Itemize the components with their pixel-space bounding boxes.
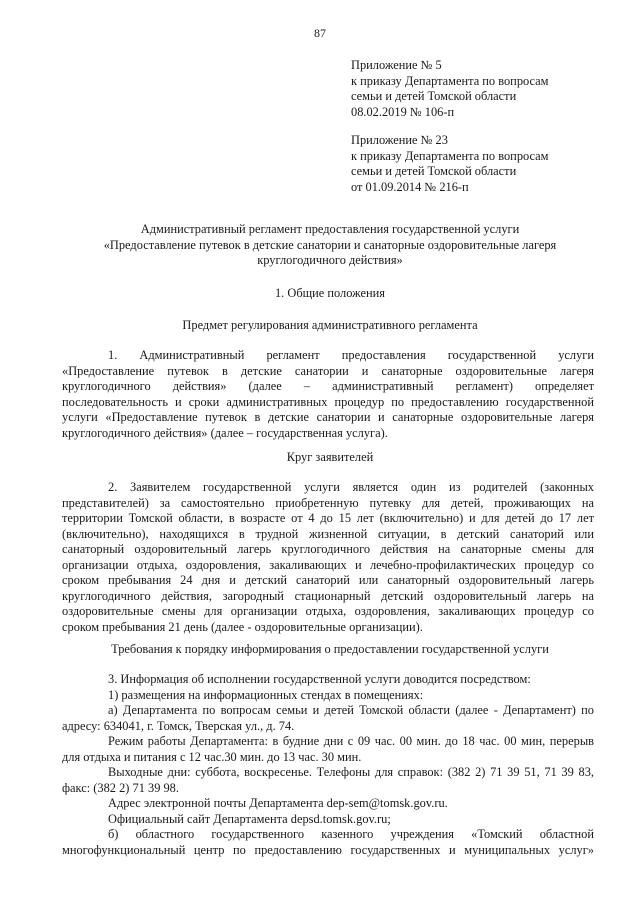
title-line: круглогодичного действия»: [257, 253, 403, 267]
title-line: Административный регламент предоставления государственной услуги: [140, 222, 520, 236]
text-line: 3. Информация об исполнении государственной услуги доводится посредством:: [108, 672, 531, 686]
paragraph-2: [62, 480, 594, 635]
subheading-informing: Требования к порядку информирования о предоставлении государственной услуги: [111, 642, 549, 656]
appendix-line: семьи и детей Томской области: [351, 89, 517, 103]
appendix-line: Приложение № 23: [351, 133, 448, 147]
text-line: б) областного государственного казенного учреждения «Томский областной: [108, 827, 594, 841]
text-line: территории Томской области, в возрасте от 4 до 15 лет (включительно) и для детей до 17 лет: [62, 511, 594, 525]
text-line: представителей) за самостоятельно приобретенную путевку для детей, проживающих на: [62, 495, 594, 510]
section-heading: 1. Общие положения: [274, 286, 385, 300]
appendix-line: 08.02.2019 № 106-п: [351, 104, 455, 119]
text-line: оздоровительные смены для организации отдыха, оздоровления, закаливающих процедур со: [62, 604, 594, 618]
text-line: 2. Заявителем государственной услуги является один из родителей (законных: [108, 480, 594, 494]
paragraph-3: [62, 672, 594, 858]
text-line: (включительно), находящихся в трудной жизненной ситуации, в детский санаторий или: [62, 526, 594, 541]
subheading-applicants: Круг заявителей: [286, 450, 374, 464]
text-line: круглогодичного действия, загородный стационарный детский оздоровительный лагерь на: [62, 588, 594, 603]
text-line: Адрес электронной почты Департамента dep-sem@tomsk.gov.ru.: [108, 796, 448, 810]
paragraph-1: [62, 348, 594, 441]
text-line: для отдыха и питания с 12 час.30 мин. до 13 час. 30 мин.: [62, 749, 362, 764]
page-number: 87: [314, 26, 326, 40]
text-line: а) Департамента по вопросам семьи и детей Томской области (далее - Департамент) по: [108, 703, 594, 717]
text-line: многофункциональный центр по предоставлению государственных и муниципальных услуг»: [62, 842, 594, 857]
text-line: Выходные дни: суббота, воскресенье. Телефоны для справок: (382 2) 71 39 51, 71 39 83,: [108, 765, 594, 779]
text-line: последовательность и сроки административных процедур по предоставлению государственной: [62, 394, 594, 409]
text-line: Режим работы Департамента: в будние дни с 09 час. 00 мин. до 18 час. 00 мин, перерыв: [108, 734, 594, 748]
appendix-line: Приложение № 5: [351, 58, 442, 72]
text-line: услуги «Предоставление путевок в детские санатории и санаторные оздоровительные лагеря: [62, 410, 594, 424]
text-line: круглогодичного действия» (далее – административный регламент) определяет: [62, 379, 594, 393]
text-line: организации отдыха, оздоровления, закаливающих и лечебно-профилактических процедур со: [62, 557, 594, 572]
appendix-block-2: [351, 133, 621, 195]
text-line: Официальный сайт Департамента depsd.tomsk.gov.ru;: [108, 811, 391, 826]
subheading-subject: Предмет регулирования административного регламента: [182, 318, 478, 332]
text-line: факс: (382 2) 71 39 98.: [62, 780, 179, 795]
appendix-line: от 01.09.2014 № 216-п: [351, 179, 469, 194]
text-line: «Предоставление путевок в детские санатории и санаторные оздоровительные лагеря: [62, 363, 594, 378]
text-line: адресу: 634041, г. Томск, Тверская ул., д. 74.: [62, 718, 295, 733]
appendix-block-1: [351, 58, 621, 120]
appendix-line: к приказу Департамента по вопросам: [351, 73, 549, 88]
text-line: сроком пребывания 24 дня и детский санаторий или санаторный оздоровительный лагерь: [62, 573, 594, 587]
text-line: сроком пребывания 21 день (далее - оздоровительные организации).: [62, 619, 423, 634]
text-line: круглогодичного действия» (далее – государственная услуга).: [62, 425, 388, 440]
text-line: 1. Административный регламент предоставления государственной услуги: [108, 348, 594, 362]
title-line: «Предоставление путевок в детские санатории и санаторные оздоровительные лагеря: [103, 237, 557, 252]
text-line: санаторный оздоровительный лагерь круглогодичного действия на санаторные смены для: [62, 542, 594, 556]
text-line: 1) размещения на информационных стендах в помещениях:: [108, 687, 424, 702]
appendix-line: семьи и детей Томской области: [351, 164, 517, 178]
document-title: [70, 222, 590, 269]
appendix-line: к приказу Департамента по вопросам: [351, 148, 549, 163]
